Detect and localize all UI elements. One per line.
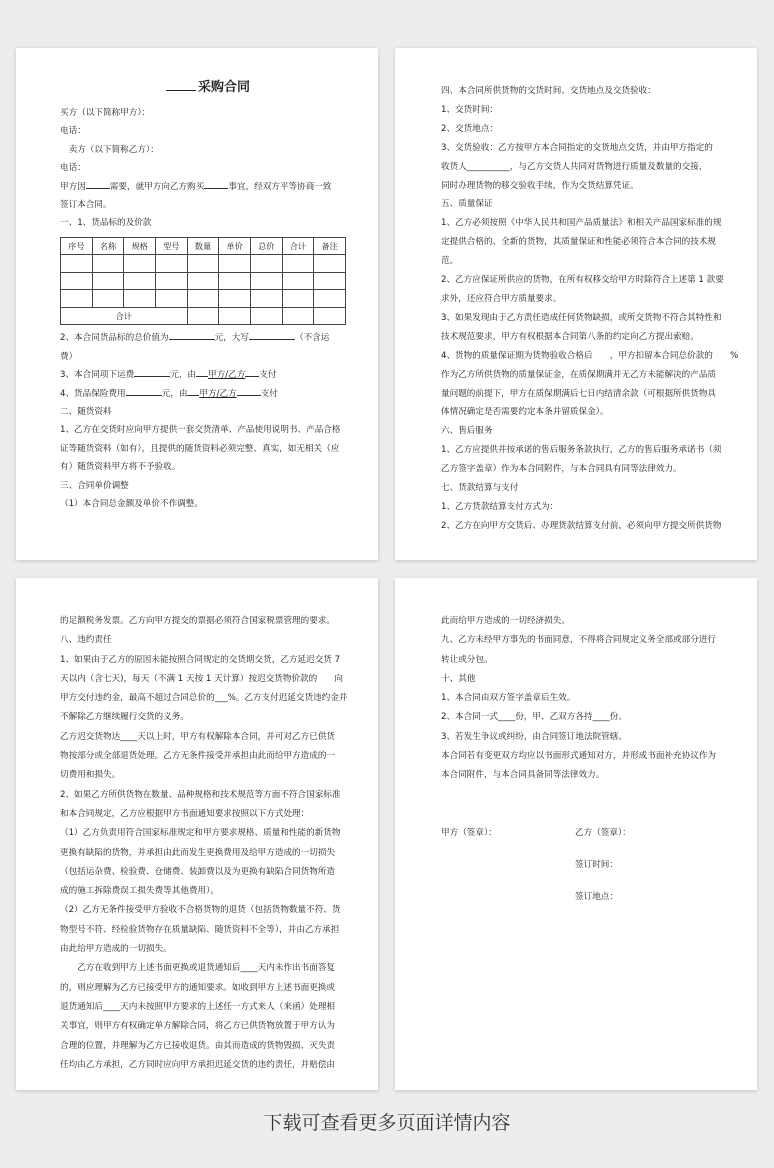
text-line: 收货人__________，与乙方交货人共同对货物进行质量及数量的交接， [441, 161, 708, 172]
seller-phone: 电话： [60, 163, 86, 174]
text-line: 定提供合格的、全新的货物，其质量保证和性能必须符合本合同的技术规 [441, 237, 717, 248]
seller-line: 卖方（以下简称乙方）： [60, 144, 159, 155]
contract-page-3 [16, 578, 378, 1090]
text-line: 成的施工拆除费误工损失费等其他费用）。 [60, 886, 219, 897]
table-header-row [61, 237, 346, 255]
table-header: 规格 [124, 237, 156, 255]
text-line: 关事宜，则甲方有权确定单方解除合同，将乙方已供货物放置于甲方认为 [60, 1021, 336, 1032]
text-line: 七、货款结算与支付 [441, 483, 519, 494]
text-line: 九、乙方未经甲方事先的书面同意，不得将合同规定义务全部或部分进行 [441, 635, 717, 646]
text-line: 乙方签字盖章）作为本合同附件，与本合同具有同等法律效力。 [441, 464, 682, 475]
section-1-heading: 一、1、货品标的及价款 [60, 218, 152, 229]
table-header: 型号 [155, 237, 187, 255]
total-value-upper-label: 元，大写 [214, 333, 249, 344]
section-2-line-2: 证等随货资料（如有），且提供的随货资料必须完整、真实，如无相关（应 [60, 443, 340, 454]
table-header: 备注 [314, 237, 346, 255]
text-line: 合理的位置，并理解为乙方已接收退货。由其而造成的货物毁损、灭失责 [60, 1040, 336, 1051]
total-value-note: （不含运 [294, 333, 330, 344]
text-line: 甲方交付违约金，最高不超过合同总价的___%。乙方支付迟延交货违约金并 [60, 693, 348, 704]
table-total-row [61, 307, 346, 325]
section-2-line-3: 有）随货资料甲方将不予验收。 [60, 462, 181, 473]
contract-page-4 [395, 578, 757, 1090]
intro-line [60, 178, 356, 196]
table-header: 单价 [219, 237, 251, 255]
text-line: 体情况确定是否需要约定本条并留质保金）。 [441, 407, 609, 418]
title-text: 采购合同 [197, 80, 250, 95]
footer-banner: 下载可查看更多页面详情内容 [263, 1112, 511, 1134]
buyer-phone: 电话： [60, 126, 86, 137]
sign-date: 签订时间： [575, 860, 618, 871]
text-line: 1、如果由于乙方的原因未能按照合同规定的交货期交货，乙方延迟交货 7 [60, 654, 341, 665]
text-line: （包括运杂费、检验费、仓储费、装卸费以及为更换有缺陷合同货物所造 [60, 866, 336, 877]
text-line: 六、售后服务 [441, 426, 493, 437]
table-total-label: 合计 [61, 307, 188, 325]
sign-place: 签订地点： [575, 892, 618, 903]
freight-line [60, 366, 356, 384]
text-line: 2、交货地点： [441, 123, 499, 134]
text-line: 同时办理货物的移交验收手续，作为交货结算凭证。 [441, 180, 639, 191]
text-line: 量问题的前提下，甲方在质保期满后七日内结清余款（可根据所供货物具 [441, 388, 717, 399]
title-blank [166, 80, 196, 91]
text-line: 物按部分或全部退货处理。乙方无条件接受并承担由此而给甲方造成的一 [60, 751, 336, 762]
table-row [61, 255, 346, 273]
text-line: 的，则应理解为乙方已接受甲方的通知要求。如收到甲方上述书面更换或 [60, 982, 336, 993]
insurance-party: 甲方/乙方 [199, 388, 237, 399]
insurance-line [60, 385, 356, 403]
insurance-yuan: 元，由 [161, 388, 188, 399]
text-line: （1）乙方负责用符合国家标准规定和甲方要求规格、质量和性能的新货物 [60, 828, 341, 839]
text-line: 四、本合同所供货物的交货时间、交货地点及交货验收： [441, 86, 656, 96]
text-line: 4、货物的质量保证期为货物验收合格后 ，甲方扣留本合同总价款的 % [441, 350, 739, 361]
table-row [61, 272, 346, 290]
text-line: 转让或分包。 [441, 654, 493, 665]
text-line: 2、本合同一式____份，甲、乙双方各持____份。 [441, 712, 627, 723]
table-row [61, 290, 346, 308]
total-value-line [60, 329, 356, 347]
text-line: 退货通知后____天内未按照甲方要求的上述任一方式来人（来函）处理相 [60, 1001, 336, 1012]
text-line: 1、交货时间： [441, 104, 499, 115]
text-line: 的足额税务发票。乙方向甲方提交的票据必须符合国家税票管理的要求。 [60, 616, 336, 626]
text-line: 技术规范要求，甲方有权根据本合同第八条的约定向乙方提出索赔。 [441, 331, 699, 342]
text-line: 不解除乙方继续履行交货的义务。 [60, 712, 189, 723]
text-line: （2）乙方无条件接受甲方验收不合格货物的退货（包括货物数量不符、货 [60, 905, 341, 916]
party-b-sign: 乙方（签章）： [575, 827, 631, 838]
party-a-sign: 甲方（签章）： [441, 827, 497, 838]
total-value-note-2: 费） [60, 351, 78, 362]
insurance-label: 4、货品保险费用 [60, 388, 126, 399]
insurance-pay: 支付 [260, 388, 278, 399]
text-line: 2、乙方应保证所供应的货物，在所有权移交给甲方时除符合上述第 1 款要 [441, 275, 724, 286]
text-line: 此而给甲方造成的一切经济损失。 [441, 616, 570, 626]
contract-page-1 [16, 48, 378, 560]
text-line: 更换有缺陷的货物，并承担由此而发生更换费用及给甲方造成的一切损失 [60, 847, 336, 858]
goods-table [60, 237, 346, 326]
buyer-line: 买方（以下简称甲方）： [60, 108, 151, 118]
text-line: 十、其他 [441, 673, 476, 684]
text-line: 本合同若有变更双方均应以书面形式通知对方，并形成书面补充协议作为 [441, 751, 717, 762]
contract-page-2 [395, 48, 757, 560]
table-header: 数量 [187, 237, 219, 255]
section-3-line-1: （1）本合同总金额及单价不作调整。 [60, 499, 203, 509]
text-line: 物型号不符、经检验货物存在质量缺陷、随货资料不全等），并由乙方承担 [60, 924, 340, 935]
page-3-body [60, 612, 356, 1075]
freight-label: 3、本合同项下运费 [60, 370, 135, 381]
text-line: 2、乙方在向甲方交货后、办理货款结算支付前，必须向甲方提交所供货物 [441, 520, 722, 531]
text-line: 2、如果乙方所供货物在数量、品种规格和技术规范等方面不符合国家标准 [60, 789, 341, 800]
section-3-heading: 三、合同单价调整 [60, 480, 129, 491]
text-line: 天以内（含七天)，每天（不满 1 天按 1 天计算）按迟交货物价款的 向 [60, 673, 344, 684]
text-line: 由此给甲方造成的一切损失。 [60, 944, 172, 955]
sign-place-row [441, 888, 735, 906]
freight-party: 甲方/乙方 [208, 370, 246, 381]
text-line: 求外，还应符合甲方质量要求。 [441, 293, 562, 304]
table-header: 序号 [61, 237, 93, 255]
text-line: 3、交货验收：乙方按甲方本合同指定的交货地点交货，并由甲方指定的 [441, 142, 713, 153]
text-line: 3、如果发现由于乙方责任造成任何货物缺损，或所交货物不符合其特性和 [441, 312, 722, 323]
text-line: 作为乙方所供货物的质量保证金，在质保期满并无乙方未能解决的产品质 [441, 369, 717, 380]
sign-date-row [441, 856, 735, 874]
text-line: 范。 [441, 256, 459, 267]
section-2-heading: 二、随货资料 [60, 406, 112, 417]
text-line: 和本合同规定，乙方应根据甲方书面通知要求按照以下方式处理： [60, 808, 310, 819]
intro-line-2: 签订本合同。 [60, 200, 112, 211]
total-value-label: 2、本合同货品标的总价值为 [60, 333, 169, 344]
text-line: 八、违约责任 [60, 635, 112, 646]
page-4-body [441, 612, 735, 786]
text-line: 任均由乙方承担，乙方同时应向甲方承担迟延交货的违约责任，并赔偿由 [60, 1059, 336, 1070]
intro-b: 需要，就甲方向乙方购买 [109, 181, 205, 192]
table-header: 合计 [282, 237, 314, 255]
intro-a: 甲方因 [60, 181, 86, 192]
intro-c: 事宜，经双方平等协商一致 [228, 181, 332, 192]
text-line: 乙方迟交货物达____天以上时，甲方有权解除本合同，并可对乙方已供货 [60, 731, 336, 742]
text-line: 1、乙方货款结算支付方式为： [441, 501, 559, 512]
table-header: 名称 [92, 237, 124, 255]
page-2-body [441, 82, 739, 536]
signature-row [441, 824, 735, 842]
text-line: 3、若发生争议或纠纷，由合同签订地法院管辖。 [441, 731, 627, 742]
table-header: 总价 [250, 237, 282, 255]
text-line: 切费用和损失。 [60, 770, 121, 781]
text-line: 五、质量保证 [441, 199, 493, 210]
text-line: 本合同附件，与本合同具备同等法律效力。 [441, 770, 605, 781]
freight-yuan: 元，由 [170, 370, 197, 381]
text-line: 1、本合同由双方签字盖章后生效。 [441, 693, 576, 704]
freight-pay: 支付 [259, 370, 277, 381]
text-line: 1、乙方必须按照《中华人民共和国产品质量法》和相关产品国家标准的规 [441, 218, 722, 229]
text-line: 乙方在收到甲方上述书面更换或退货通知后____天内未作出书面答复 [60, 963, 336, 974]
text-line: 1、乙方应提供并按承诺的售后服务条款执行，乙方的售后服务承诺书（须 [441, 445, 722, 456]
contract-title [60, 76, 356, 100]
section-2-line-1: 1、乙方在交货时应向甲方提供一套交货清单、产品使用说明书、产品合格 [60, 425, 341, 436]
